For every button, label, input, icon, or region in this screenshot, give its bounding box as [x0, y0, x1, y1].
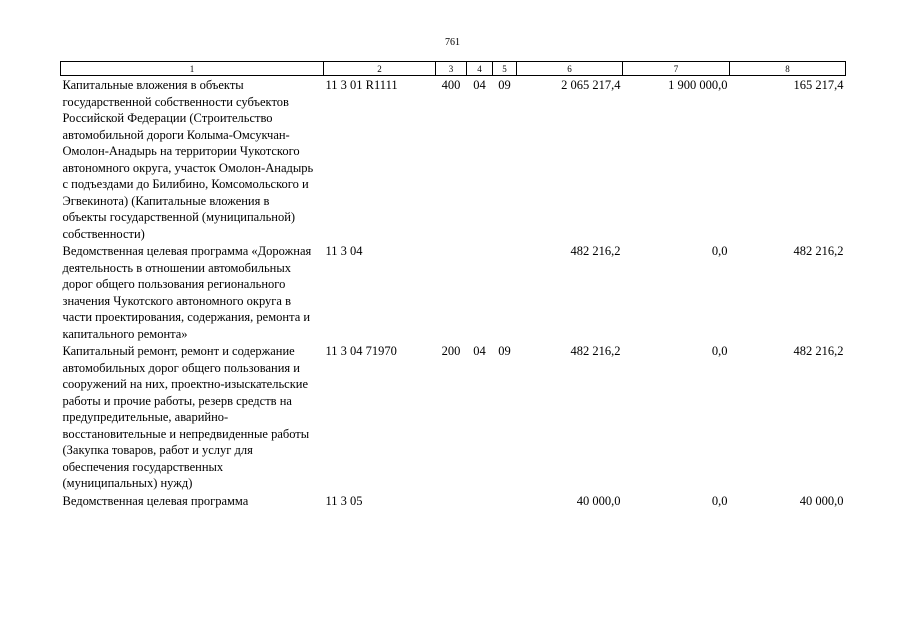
row-pr: 09	[498, 78, 511, 92]
column-header: 2	[324, 62, 436, 76]
row-rz: 04	[473, 344, 486, 358]
column-header: 5	[493, 62, 517, 76]
row-vr: 400	[441, 78, 461, 92]
row-rz: 04	[473, 78, 486, 92]
row-col8: 482 216,2	[793, 344, 844, 358]
row-vr: 200	[441, 344, 461, 358]
row-vr	[436, 492, 467, 510]
row-rz	[467, 492, 493, 510]
table-row	[61, 492, 846, 510]
row-col7: 0,0	[711, 493, 728, 508]
row-total: 482 216,2	[570, 344, 621, 358]
row-col7: 0,0	[711, 344, 728, 358]
row-col8: 165 217,4	[793, 78, 844, 92]
row-name: Ведомственная целевая программа «Дорожная деятельность в отношении автомобильных дорог общего пользования регионального значения Чукотского автономного округа в части проектирования, содержания, ремонта и капитального ремонта»	[62, 244, 312, 341]
table-row	[61, 342, 846, 492]
row-col8: 40 000,0	[799, 493, 844, 508]
page-number: 761	[445, 37, 460, 48]
row-col8: 482 216,2	[793, 244, 844, 258]
row-total: 482 216,2	[570, 244, 621, 258]
row-code: 11 3 05	[325, 493, 363, 508]
column-header: 8	[730, 62, 846, 76]
column-header: 4	[467, 62, 493, 76]
row-code: 11 3 04 71970	[325, 344, 397, 358]
row-total: 40 000,0	[576, 493, 621, 508]
row-pr	[493, 492, 517, 510]
row-code: 11 3 01 R1111	[325, 78, 398, 92]
column-header: 6	[517, 62, 623, 76]
column-header: 7	[623, 62, 730, 76]
budget-table	[60, 61, 846, 509]
row-rz	[467, 242, 493, 342]
row-code: 11 3 04	[325, 244, 363, 258]
table-row	[61, 76, 846, 243]
header-row	[61, 62, 846, 76]
row-pr: 09	[498, 344, 511, 358]
row-name: Ведомственная целевая программа	[62, 493, 249, 508]
row-name: Капитальные вложения в объекты государственной собственности субъектов Российской Федерации (Строительство автомобильной дороги Колыма-Омсукчан-Омолон-Анадырь на территории Чукотского автономного округа, участок Омолон-Анадырь с подъездами до Билибино, Комсомольского и Эгвекинота) (Капитальные вложения в объекты государственной (муниципальной) собственности)	[62, 78, 314, 241]
column-header: 3	[436, 62, 467, 76]
row-col7: 1 900 000,0	[668, 78, 728, 92]
row-total: 2 065 217,4	[561, 78, 621, 92]
row-name: Капитальный ремонт, ремонт и содержание автомобильных дорог общего пользования и сооружений на них, проектно-изыскательские работы и прочие работы, резерв средств на предупредительные, аварийно-восстановительные и непредвиденные работы (Закупка товаров, работ и услуг для обеспечения государственных (муниципальных) нужд)	[62, 344, 310, 490]
column-header: 1	[61, 62, 324, 76]
row-vr	[436, 242, 467, 342]
table-row	[61, 242, 846, 342]
row-col7: 0,0	[711, 244, 728, 258]
row-pr	[493, 242, 517, 342]
